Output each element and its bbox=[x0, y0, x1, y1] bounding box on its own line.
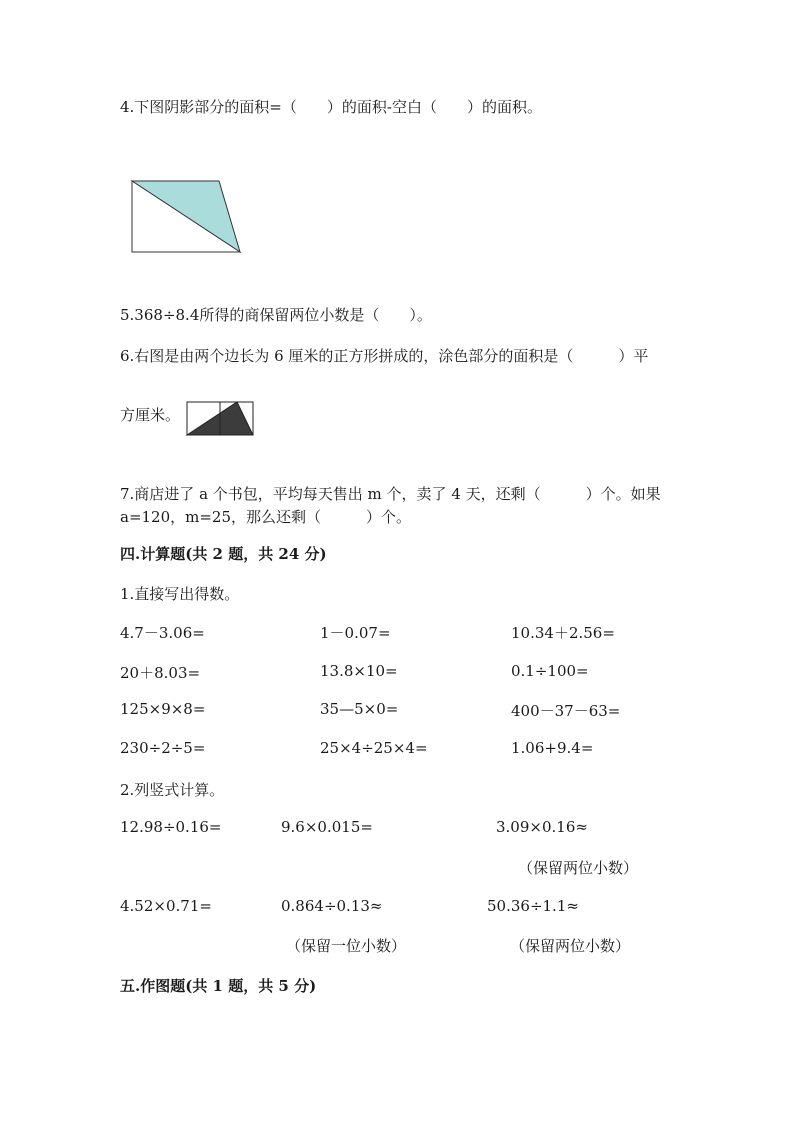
calc-r4-c1: 230÷2÷5= bbox=[120, 739, 206, 757]
section-5-title: 五.作图题(共 1 题，共 5 分) bbox=[120, 977, 317, 995]
calc-r4-c3: 1.06+9.4= bbox=[511, 739, 594, 757]
question-6-line-1: 6.右图是由两个边长为 6 厘米的正方形拼成的，涂色部分的面积是（ ）平 bbox=[120, 347, 649, 365]
calc-r1-c3: 10.34＋2.56= bbox=[511, 624, 615, 642]
question-7-line-1: 7.商店进了 a 个书包，平均每天售出 m 个，卖了 4 天，还剩（ ）个。如果 bbox=[120, 485, 661, 503]
calc-r2-c1: 20＋8.03= bbox=[120, 664, 201, 682]
calc-r2-c2: 13.8×10= bbox=[320, 662, 398, 680]
rounding-note-2: （保留一位小数） bbox=[286, 937, 407, 955]
calc-r1-c2: 1－0.07= bbox=[320, 624, 391, 642]
calc-r3-c2: 35—5×0= bbox=[320, 700, 399, 718]
question-5-text: 5.368÷8.4所得的商保留两位小数是（ ）。 bbox=[120, 306, 432, 324]
calc-r2-c3: 0.1÷100= bbox=[511, 662, 589, 680]
calc-r3-c1: 125×9×8= bbox=[120, 700, 206, 718]
vertical-calc-r2-c3: 50.36÷1.1≈ bbox=[487, 897, 579, 915]
part-2-title: 2.列竖式计算。 bbox=[120, 781, 225, 799]
section-4-title: 四.计算题(共 2 题，共 24 分) bbox=[120, 545, 327, 563]
part-1-title: 1.直接写出得数。 bbox=[120, 585, 240, 603]
trapezoid-figure bbox=[128, 178, 248, 258]
rounding-note-1: （保留两位小数） bbox=[518, 859, 639, 877]
question-7-line-2: a=120，m=25，那么还剩（ ）个。 bbox=[120, 508, 412, 526]
two-squares-figure bbox=[186, 401, 256, 437]
question-6-line-2: 方厘米。 bbox=[120, 406, 181, 424]
vertical-calc-r1-c3: 3.09×0.16≈ bbox=[496, 818, 588, 836]
vertical-calc-r1-c1: 12.98÷0.16= bbox=[120, 818, 222, 836]
vertical-calc-r1-c2: 9.6×0.015= bbox=[281, 818, 373, 836]
question-4-text: 4.下图阴影部分的面积=（ ）的面积-空白（ ）的面积。 bbox=[120, 98, 542, 116]
calc-r1-c1: 4.7－3.06= bbox=[120, 624, 205, 642]
vertical-calc-r2-c2: 0.864÷0.13≈ bbox=[281, 897, 383, 915]
rounding-note-3: （保留两位小数） bbox=[510, 937, 631, 955]
vertical-calc-r2-c1: 4.52×0.71= bbox=[120, 897, 212, 915]
calc-r4-c2: 25×4÷25×4= bbox=[320, 739, 428, 757]
calc-r3-c3: 400－37－63= bbox=[511, 702, 621, 720]
